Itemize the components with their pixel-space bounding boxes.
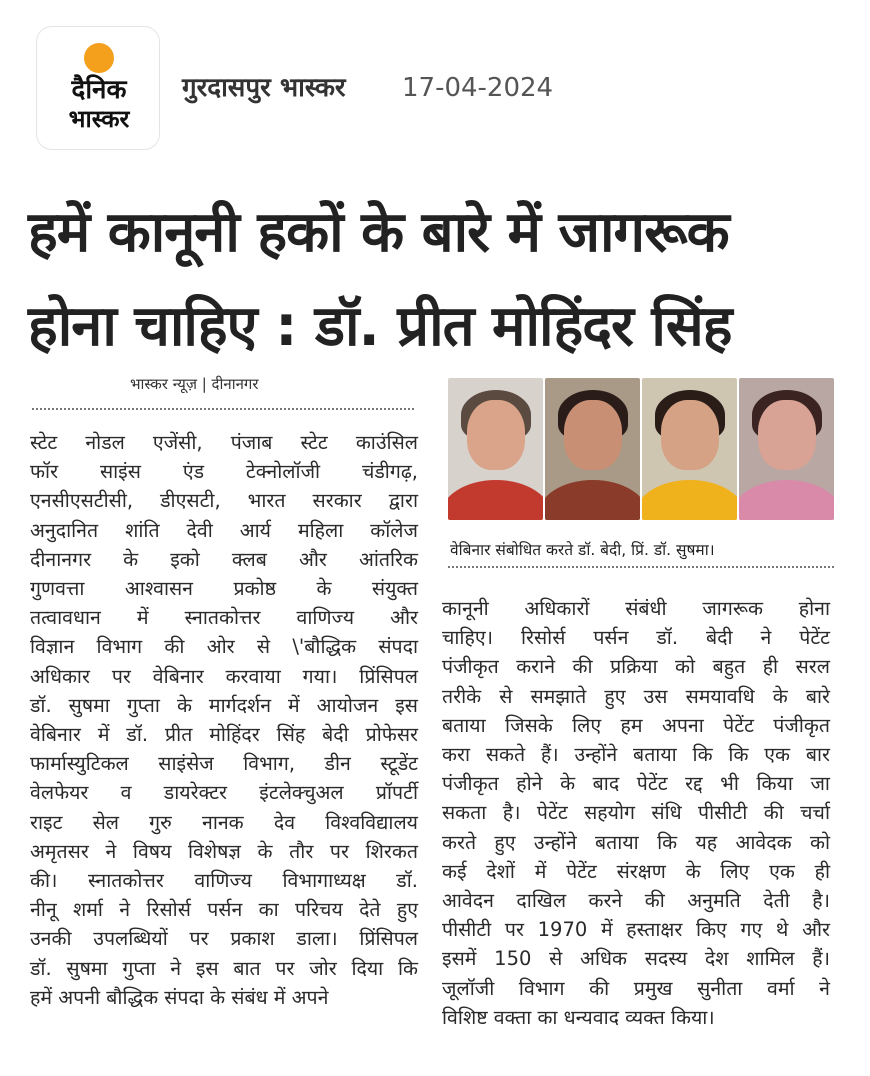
face: [467, 400, 525, 470]
article-text-line: स्टेट नोडल एजेंसी, पंजाब स्टेट काउंसिल: [30, 431, 418, 454]
dainik-bhaskar-logo[interactable]: [36, 26, 160, 150]
article-text-line: अधिकार पर वेबिनार करवाया गया। प्रिंसिपल: [30, 664, 418, 688]
logo-text-line1: दैनिक: [71, 75, 127, 105]
article-column-right: [442, 594, 830, 1032]
participant-photo: [739, 378, 834, 520]
article-text-line: करा सकते हैं। उन्होंने बताया कि कि एक बार: [442, 743, 830, 767]
article-text-line: पीसीटी पर 1970 में हस्ताक्षर किए गए थे और: [442, 918, 830, 942]
article-text-line: चाहिए। रिसोर्स पर्सन डॉ. बेदी ने पेटेंट: [442, 626, 830, 650]
caption-divider: [448, 566, 834, 568]
participant-photo: [545, 378, 640, 520]
article-text-line: पंजीकृत कराने की प्रक्रिया को बहुत ही सरल: [442, 655, 830, 679]
article-text-line: गुणवत्ता आश्वासन प्रकोष्ठ के संयुक्त: [30, 577, 418, 601]
article-text-line: कानूनी अधिकारों संबंधी जागरूक होना: [442, 597, 830, 620]
article-text-line: कई देशों में पेटेंट संरक्षण के लिए एक ही: [442, 859, 830, 883]
article-text-line: करते हुए उन्होंने बताया कि यह आवेदक को: [442, 830, 830, 854]
article-headline: [28, 186, 848, 374]
article-text-line: तत्वावधान में स्नातकोत्तर वाणिज्य और: [30, 606, 418, 630]
face: [758, 400, 816, 470]
article-text-line: पंजीकृत होने के बाद पेटेंट रद्द भी किया जा: [442, 772, 830, 796]
article-column-left: [30, 428, 418, 1012]
byline-divider: [32, 408, 414, 410]
byline: भास्कर न्यूज़ | दीनानगर: [130, 375, 259, 393]
article-text-line: फॉर साइंस एंड टेक्नोलॉजी चंडीगढ़,: [30, 460, 418, 484]
clothing: [448, 480, 543, 520]
article-text-line: डॉ. सुषमा गुप्ता के मार्गदर्शन में आयोजन इस: [30, 693, 418, 717]
headline-line-1: हमें कानूनी हकों के बारे में जागरूक: [28, 200, 729, 265]
article-text-line: एनसीएसटीसी, डीएसटी, भारत सरकार द्वारा: [30, 489, 418, 513]
article-text-line: दीनानगर के इको क्लब और आंतरिक: [30, 547, 418, 571]
article-text-line: विज्ञान विभाग की ओर से \'बौद्धिक संपदा: [30, 635, 418, 659]
article-text-line: की। स्नातकोत्तर वाणिज्य विभागाध्यक्ष डॉ.: [30, 869, 418, 893]
face: [564, 400, 622, 470]
article-text-line: तरीके से समझाते हुए उस समयावधि के बारे: [442, 684, 830, 708]
article-text-line: बताया जिसके लिए हम अपना पेटेंट पंजीकृत: [442, 713, 830, 737]
page-header: [0, 0, 870, 170]
article-text-line: फार्मास्युटिकल साइंसेज विभाग, डीन स्टूडेंट: [30, 752, 418, 776]
article-text-line: उनकी उपलब्धियों पर प्रकाश डाला। प्रिंसिपल: [30, 927, 418, 951]
article-text-line: डॉ. सुषमा गुप्ता ने इस बात पर जोर दिया कि: [30, 956, 418, 980]
photo-caption: वेबिनार संबोधित करते डॉ. बेदी, प्रिं. डॉ. सुषमा।: [450, 541, 715, 559]
article-text-line: नीनू शर्मा ने रिसोर्स पर्सन का परिचय देते हुए: [30, 898, 418, 922]
clothing: [739, 480, 834, 520]
article-text-line: हमें अपनी बौद्धिक संपदा के संबंध में अपने: [30, 985, 329, 1009]
article-text-line: अनुदानित शांति देवी आर्य महिला कॉलेज: [30, 518, 418, 542]
article-text-line: आवेदन दाखिल करने की अनुमति देती है।: [442, 889, 830, 913]
article-text-line: अमृतसर ने विषय विशेषज्ञ के तौर पर शिरकत: [30, 839, 418, 863]
clothing: [642, 480, 737, 520]
logo-text-line2: भास्कर: [68, 105, 130, 133]
article-text-line: वेलफेयर व डायरेक्टर इंटलेक्चुअल प्रॉपर्टी: [30, 781, 418, 805]
article-text-line: जूलॉजी विभाग की प्रमुख सुनीता वर्मा ने: [442, 976, 830, 1000]
participant-photo: [642, 378, 737, 520]
participant-photo: [448, 378, 543, 520]
sun-icon: [84, 43, 114, 73]
article-text-line: इसमें 150 से अधिक सदस्य देश शामिल हैं।: [442, 947, 830, 971]
face: [661, 400, 719, 470]
article-text-line: विशिष्ट वक्ता का धन्यवाद व्यक्त किया।: [442, 1005, 715, 1029]
clothing: [545, 480, 640, 520]
article-text-line: सकता है। पेटेंट सहयोग संधि पीसीटी की चर्चा: [442, 801, 830, 825]
article-text-line: राइट सेल गुरु नानक देव विश्वविद्यालय: [30, 810, 418, 834]
publication-date: 17-04-2024: [402, 73, 554, 103]
edition-name: गुरदासपुर भास्कर: [182, 73, 346, 103]
webinar-photo: [448, 378, 834, 520]
headline-line-2: होना चाहिए : डॉ. प्रीत मोहिंदर सिंह: [28, 294, 732, 359]
article-text-line: वेबिनार में डॉ. प्रीत मोहिंदर सिंह बेदी प्रोफेसर: [30, 723, 418, 747]
